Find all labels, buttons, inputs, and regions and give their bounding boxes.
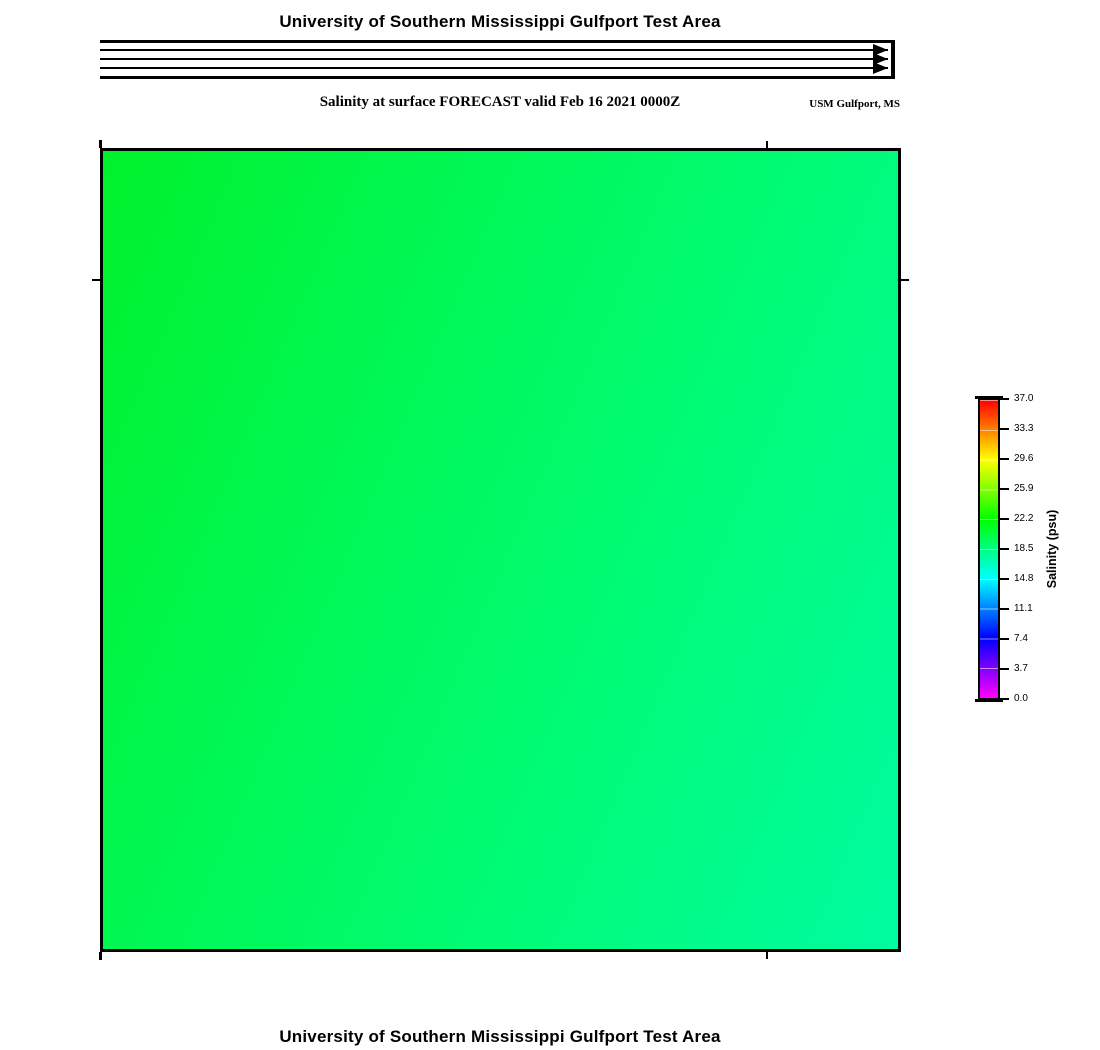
right-arrow-icon — [873, 62, 888, 74]
colorbar-tick-label: 7.4 — [1014, 633, 1028, 644]
colorbar-tick-label: 3.7 — [1014, 663, 1028, 674]
page-title-top: University of Southern Mississippi Gulfport Test Area — [279, 12, 721, 31]
colorbar-tick — [1000, 573, 1033, 585]
colorbar-tick-dash — [1000, 698, 1009, 700]
salinity-field-map — [100, 148, 901, 952]
colorbar-end-cap — [975, 699, 1003, 702]
colorbar-tick-label: 0.0 — [1014, 693, 1028, 704]
colorbar-tick-label: 25.9 — [1014, 483, 1034, 494]
colorbar-tick — [1000, 483, 1033, 495]
colorbar-tick-label: 37.0 — [1014, 393, 1034, 404]
colorbar-tick-dash — [1000, 428, 1009, 430]
colorbar-tick — [1000, 663, 1028, 675]
colorbar-tick — [1000, 423, 1033, 435]
forecast-subtitle: Salinity at surface FORECAST valid Feb 16 2021 0000Z — [319, 94, 681, 110]
colorbar-tick-label: 22.2 — [1014, 513, 1034, 524]
banner-streamline — [100, 67, 888, 69]
page-title-bottom: University of Southern Mississippi Gulfport Test Area — [279, 1027, 721, 1046]
colorbar-tick-dash — [1000, 638, 1009, 640]
map-tick — [99, 952, 102, 960]
map-tick — [99, 140, 102, 148]
map-tick — [92, 279, 100, 281]
colorbar-tick-dash — [1000, 488, 1009, 490]
colorbar-tick — [1000, 693, 1028, 705]
colorbar-tick-label: 18.5 — [1014, 543, 1034, 554]
colorbar-tick — [1000, 603, 1033, 615]
colorbar-tick-label: 14.8 — [1014, 573, 1034, 584]
colorbar-axis-label: Salinity (psu) — [1045, 509, 1059, 589]
colorbar-tick — [1000, 453, 1033, 465]
colorbar-tick-dash — [1000, 548, 1009, 550]
colorbar-tick-dash — [1000, 458, 1009, 460]
colorbar-tick-label: 11.1 — [1014, 603, 1033, 614]
colorbar-tick-label: 29.6 — [1014, 453, 1034, 464]
colorbar — [978, 398, 1000, 700]
map-tick — [901, 279, 909, 281]
colorbar-tick-dash — [1000, 518, 1009, 520]
map-tick — [766, 141, 768, 148]
colorbar-tick-label: 33.3 — [1014, 423, 1034, 434]
colorbar-tick — [1000, 633, 1028, 645]
colorbar-tick-dash — [1000, 608, 1009, 610]
colorbar-tick-dash — [1000, 668, 1009, 670]
flow-banner — [100, 40, 895, 79]
banner-streamline — [100, 58, 888, 60]
colorbar-tick-dash — [1000, 398, 1009, 400]
colorbar-tick — [1000, 393, 1033, 405]
banner-streamline — [100, 49, 888, 51]
credit-label: USM Gulfport, MS — [809, 98, 900, 110]
colorbar-tick — [1000, 543, 1033, 555]
colorbar-tick-dash — [1000, 578, 1009, 580]
map-tick — [766, 952, 768, 959]
colorbar-tick — [1000, 513, 1033, 525]
